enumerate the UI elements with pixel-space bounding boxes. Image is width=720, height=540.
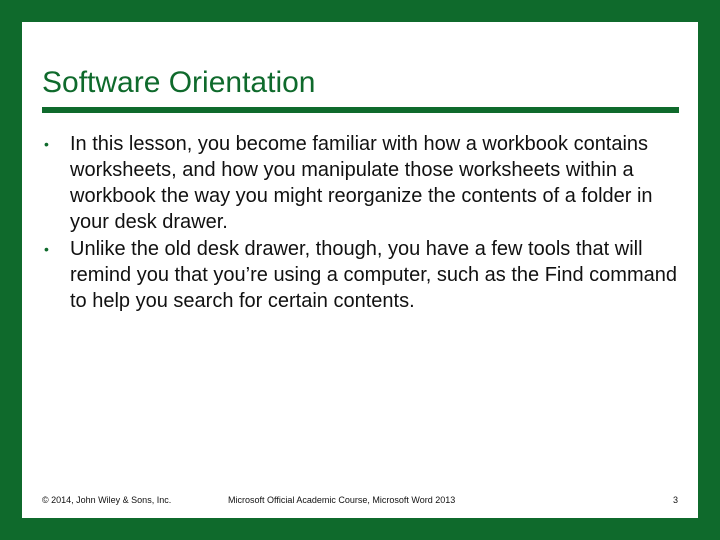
page-number: 3 (672, 495, 678, 505)
footer-course: Microsoft Official Academic Course, Microsoft Word 2013 (228, 495, 456, 505)
bullet-item (42, 236, 682, 314)
bullet-dot-icon: • (44, 241, 49, 257)
footer-copyright: © 2014, John Wiley & Sons, Inc. (42, 495, 172, 505)
bullet-text: Unlike the old desk drawer, though, you have a few tools that will remind you that you’re using a computer, such as the Find command to help you search for certain contents. (70, 238, 677, 312)
bullet-dot-icon: • (44, 136, 49, 152)
bullet-list (42, 131, 682, 315)
slide-title: Software Orientation (42, 66, 316, 99)
title-divider (42, 107, 679, 113)
bullet-item (42, 131, 682, 235)
bullet-text: In this lesson, you become familiar with how a workbook contains worksheets, and how you manipulate those worksheets within a workbook the way you might reorganize the contents of a folder in your desk drawer. (70, 133, 653, 233)
